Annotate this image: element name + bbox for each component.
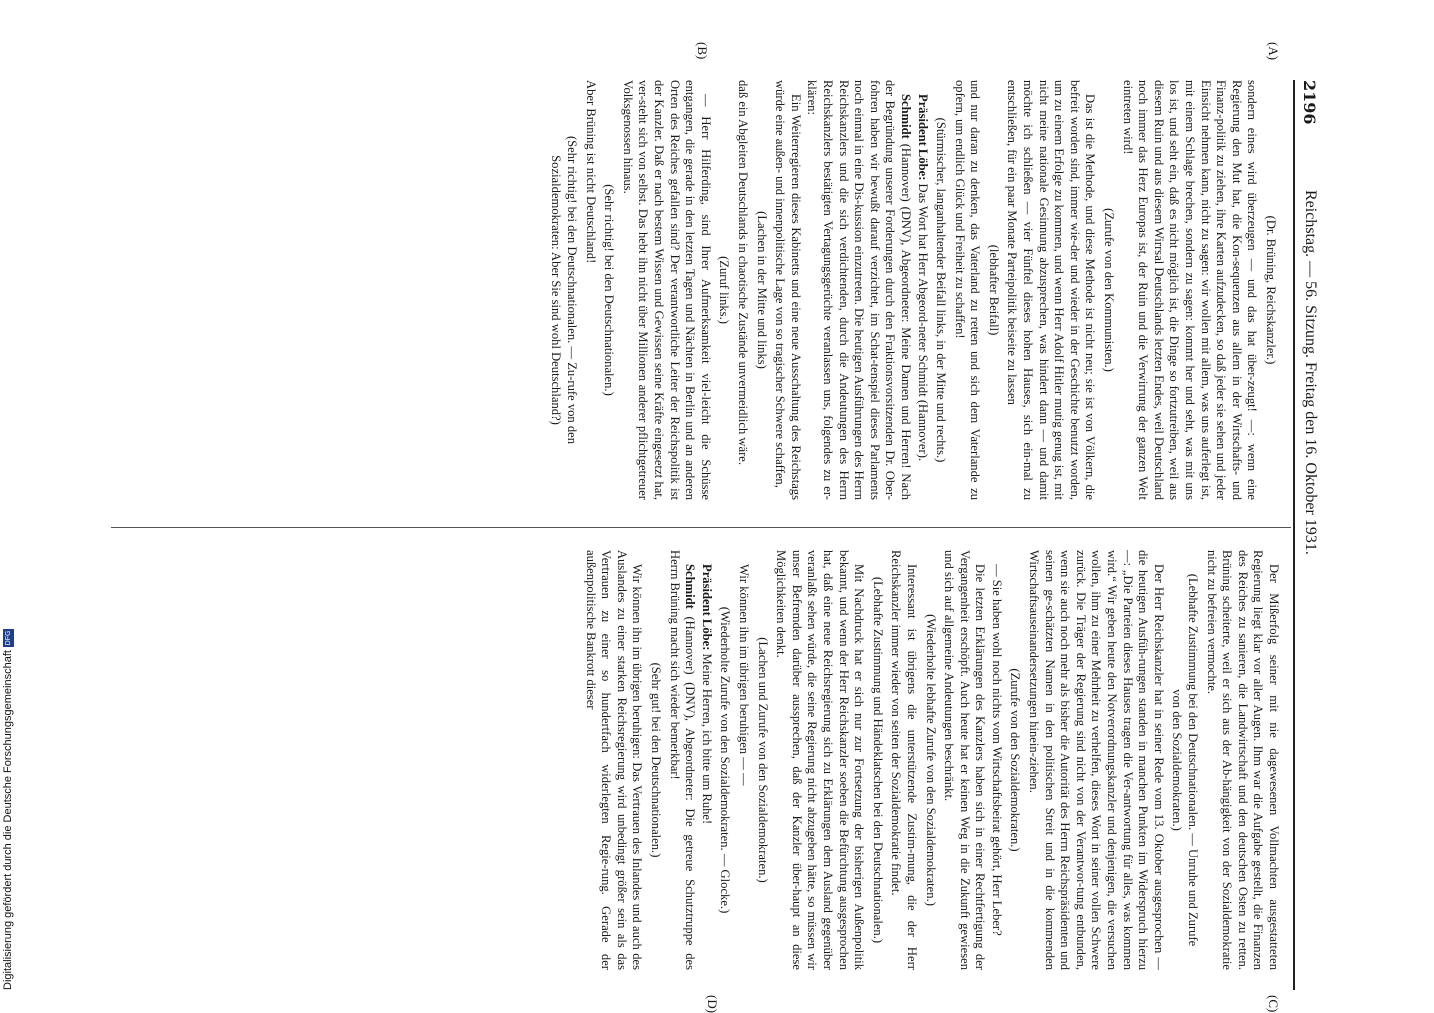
dfg-logo: DFG <box>4 630 12 646</box>
margin-mark-a: (A) <box>1266 42 1281 61</box>
stage-direction: (Lachen und Zurufe von den Sozialdemokraten.) <box>755 637 770 883</box>
text-paragraph: Mit Nachdruck hat er sich nur zur Fortsetzung der bisherigen Außenpolitik bekannt, und wenn der Herr Reichskanzler soeben die Befürchtung ausgesprochen hat, daß eine neue Reichsregierung sich zu Erklärungen dem Ausland gegenüber veranlaßt sehen würde, die seine Regierung nicht abzugeben hätte, so müssen wir unser Befremden darüber aussprechen, daß der Kanzler über-haupt an diese Möglichkeiten denkt. <box>774 550 867 970</box>
text-paragraph: Aber Brüning ist nicht Deutschland! <box>583 80 598 264</box>
speaker-name: Präsident Löbe: <box>915 94 930 181</box>
speech-paragraph <box>666 550 697 970</box>
stage-direction: (Zuruf links.) <box>717 256 732 324</box>
text-paragraph: Ein Weiterregieren dieses Kabinetts und eine neue Ausschaltung des Reichstags würde eine außen- und innenpolitische Lage von so tragischer Schwere schaffen, <box>773 80 803 500</box>
text-paragraph: und nur daran zu denken, das Vaterland zu retten und sich dem Vaterlande zu opfern, um endlich Glück und Freiheit zu schaffen! <box>952 80 983 500</box>
speech-text: (Hannover) (DNV), Abgeordneter: Meine Damen und Herren! Nach der Begründung unserer Forderungen durch den Fraktionsvorsitzenden Dr. Ober-fohren haben wir bewußt darauf verzichtet, im Schat-tenspiel dieses Parlaments noch einmal in eine Dis-kussion einzutreten. Die heutigen Ausführungen des Herrn Reichskanzlers und die sich verdichtenden, durch die Andeutungen des Herrn Reichskanzlers bestätigten Vertagungsgerüchte veranlassen uns, folgendes zu er-klären: <box>805 80 913 500</box>
speaker-name: Präsident Löbe: <box>699 564 714 651</box>
margin-mark-b: (B) <box>695 42 710 60</box>
speaker-name: Schmidt <box>898 94 913 139</box>
speech-text: Das Wort hat Herr Abgeord-neter Schmidt (Hannover). <box>915 180 930 462</box>
running-title: Reichstag. — 56. Sitzung. Freitag den 16. Oktober 1931. <box>1302 190 1319 555</box>
text-paragraph: sondern eines wird überzeugen — und das hat über-zeugt! —: wenn eine Regierung den Mut hat, die Kon-sequenzen aus allem in der Wirtschafts- und Finanz-politik zu ziehen, ihre Karten aufzudecken, so daß jeder sie sehen und jeder Einsicht nehmen kann, nicht zu sagen: wir wollen mit allem, was uns auferlegt ist, mit einem Schlage brechen, sondern zu sagen: kommt her und seht, was mit uns los ist, und seht ein, daß es nicht möglich ist, die Dinge so fortzutreiben, weil aus diesem Ruin und aus diesem Wirrsal Deutschlands letzten Endes, weil Deutschland noch immer das Herz Europas ist, der Ruin und die Verwirrung der ganzen Welt eintreten wird! <box>1120 80 1260 500</box>
speech-paragraph <box>914 80 930 500</box>
digitization-note <box>2 626 14 990</box>
margin-mark-d: (D) <box>705 995 720 1013</box>
speech-paragraph <box>804 80 913 500</box>
text-paragraph: Die letzten Erklärungen des Kanzlers haben sich in einer Rechtfertigung der Vergangenheit erschöpft. Auch heute hat er keinen Weg in die Zukunft gewiesen und sich auf allgemeine Andeutungen beschränkt. <box>942 550 988 970</box>
text-paragraph: Wir können ihn im übrigen beruhigen: Das Vertrauen des Inlandes und auch des Auslandes zu einer starken Reichsregierung wird unbedingt größer sein als das Vertrauen zu einer so hundertfach widerlegten Regie-rung. Gerade der außenpolitische Bankrott dieser <box>583 550 645 970</box>
text-paragraph: Interessant ist übrigens die unterstützende Zustim-mung, die der Herr Reichskanzler immer wieder von seiten der Sozialdemokratie findet. <box>889 550 919 970</box>
right-column <box>101 550 1281 970</box>
page-header <box>1291 80 1325 990</box>
stage-direction: (Zurufe von den Sozialdemokraten.) <box>1008 668 1023 852</box>
text-paragraph: Das ist die Methode, und diese Methode ist nicht neu; sie ist von Völkern, die befreit worden sind, immer wie-der und wieder in der Geschichte benutzt worden, um zu einem Erfolge zu kommen, und wenn Herr Adolf Hitler mutig genug ist, mit nicht meine nationale Gesinnung abzusprechen, was hindert dann — und damit möchte ich schließen — vier Fünftel dieses hohen Hauses, sich ein-mal zu entschließen, für ein paar Monate Parteipolitik beiseite zu lassen <box>1005 80 1098 500</box>
stage-direction: (Wiederholte Zurufe von den Sozialdemokraten. — Glocke.) <box>718 606 733 914</box>
stage-direction: (Sehr gut! bei den Deutschnationalen.) <box>649 662 664 858</box>
digitization-text: Digitalisierung gefördert durch die Deutsche Forschungsgemeinschaft <box>2 650 14 990</box>
stage-direction: (Lebhafte Zustimmung und Händeklatschen bei den Deutschnationalen.) <box>870 576 885 944</box>
page-number: 2196 <box>1300 80 1319 125</box>
text-paragraph: daß ein Abgleiten Deutschlands in chaotische Zustände unvermeidlich wäre. <box>736 80 750 466</box>
stage-direction: (Lachen in der Mitte und links) <box>754 211 769 369</box>
stage-direction: (Stürmischer, langanhaltender Beifall links, in der Mitte und rechts.) <box>934 117 949 463</box>
document-page <box>75 42 1325 1013</box>
left-column <box>101 80 1281 500</box>
header-rule <box>1293 80 1295 990</box>
speaker-name: Schmidt <box>683 564 698 609</box>
stage-direction: (Wiederholte lebhafte Zurufe von den Sozialdemokraten.) <box>923 614 938 906</box>
text-paragraph: Der Herr Reichskanzler hat in seiner Rede vom 13. Oktober ausgesprochen — die heutigen Ausfüh-rungen standen in manchen Punkten im Widerspruch hierzu —: „Die Parteien dieses Hauses tragen die Ver-antwortung für alles, was kommen wird.“ Wir geben heute den Notverordnungskanzler und denjenigen, die versuchen wollen, ihm zu einer Mehrheit zu verhelfen, dieses Wort in seiner vollen Schwere zurück. Die Träger der Regierung sind nicht von der Verantwor-tung entbunden, wenn sie auch noch mehr als bisher die Autorität des Herrn Reichspräsidenten und seinen ge-schätzten Namen in den politischen Streit und in die kommenden Wirtschaftsauseinandersetzungen hinein-ziehen. <box>1027 550 1166 970</box>
speech-text: Meine Herren, ich bitte um Ruhe! <box>699 650 714 825</box>
column-divider <box>111 527 1291 528</box>
speech-paragraph <box>698 550 714 970</box>
text-paragraph: — Sie haben wohl noch nichts vom Wirtschaftsbeirat gehört, Herr Leber? <box>989 564 1004 936</box>
text-paragraph: Wir können ihn im übrigen beruhigen — — <box>737 564 751 786</box>
speech-text: (Hannover) (DNV), Abgeordneter: Die getreue Schutztruppe des Herrn Brüning macht sich wieder bemerkbar! <box>667 550 698 970</box>
text-paragraph: — Herr Hilferding, sind Ihrer Aufmerksamkeit viel-leicht die Schüsse entgangen, die gerade in den letzten Tagen und Nächten in Berlin und an anderen Orten des Reiches gefallen sind? Der verantwortliche Leiter der Reichspolitik ist der Kanzler. Daß er nach bestem Wissen und Gewissen seine Kräfte eingesetzt hat, ver-steht sich von selbst. Das hebt ihn nicht über Millionen anderer pflichtgetreuer Volksgenossen hinaus. <box>620 80 713 500</box>
stage-direction: (Dr. Brüning, Reichskanzler.) <box>1264 215 1278 365</box>
stage-direction: (Zurufe von den Kommunisten.) <box>1102 208 1117 372</box>
stage-direction: (Lebhafte Zustimmung bei den Deutschnationalen. — Unruhe und Zurufe von den Sozialdemokraten.) <box>1170 573 1201 947</box>
stage-direction: (Sehr richtig! bei den Deutschnationalen.) <box>602 184 617 396</box>
stage-direction: (Sehr richtig! bei den Deutschnationalen. — Zu-rufe von den Sozialdemokraten: Aber Sie sind wohl Deutschland?) <box>549 135 580 445</box>
text-paragraph: Der Mißerfolg seiner mit nie dagewesenen Vollmachten ausgestatteten Regierung liegt klar vor aller Augen. Ihm war die Aufgabe gestellt, die Finanzen des Reiches zu sanieren, die Landwirtschaft und den deutschen Osten zu retten. Brüning scheiterte, weil er sich aus der Ab-hängigkeit von der Sozialdemokratie nicht zu befreien vermochte. <box>1204 550 1281 970</box>
stage-direction: (lebhafter Beifall) <box>986 244 1001 336</box>
margin-mark-c: (C) <box>1266 995 1281 1013</box>
